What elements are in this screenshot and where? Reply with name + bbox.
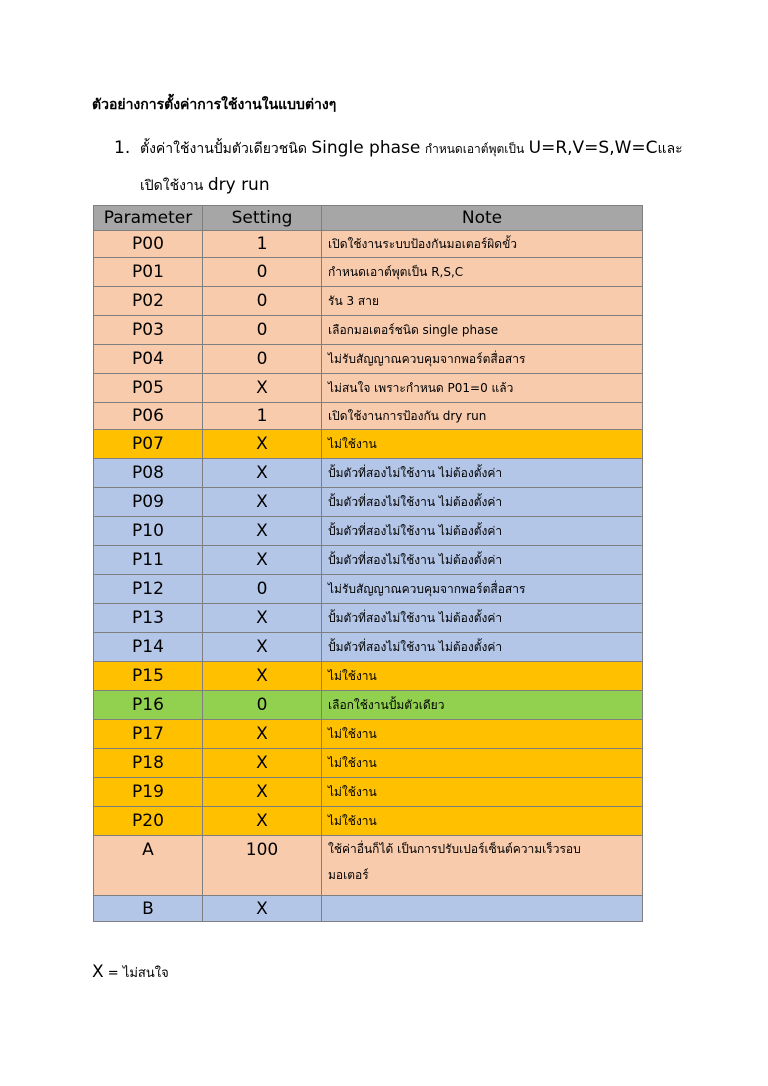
setting-cell: X: [203, 459, 322, 488]
table-row: [94, 633, 643, 662]
param-cell: P13: [94, 604, 203, 633]
setting-cell: X: [203, 604, 322, 633]
table-row: [94, 575, 643, 604]
param-cell: A: [94, 836, 203, 896]
note-cell: ไม่ใช้งาน: [322, 807, 643, 836]
parameter-table: [93, 205, 643, 922]
param-cell: P15: [94, 662, 203, 691]
setting-cell: 0: [203, 575, 322, 604]
note-cell: เปิดใช้งานระบบป้องกันมอเตอร์ผิดขั้ว: [322, 231, 643, 258]
table-row: [94, 316, 643, 345]
header-setting: Setting: [203, 206, 322, 231]
param-cell: P04: [94, 345, 203, 374]
setting-cell: X: [203, 896, 322, 922]
table-row: [94, 287, 643, 316]
param-cell: P11: [94, 546, 203, 575]
setting-cell: X: [203, 374, 322, 403]
header-note: Note: [322, 206, 643, 231]
note-cell: ปั้มตัวที่สองไม่ใช้งาน ไม่ต้องตั้งค่า: [322, 633, 643, 662]
param-cell: P05: [94, 374, 203, 403]
note-cell: ไม่ใช้งาน: [322, 720, 643, 749]
param-cell: P07: [94, 430, 203, 459]
table-row: [94, 896, 643, 922]
setting-cell: X: [203, 633, 322, 662]
param-cell: P00: [94, 231, 203, 258]
text-g: dry run: [207, 175, 270, 195]
footnote-symbol: X: [92, 962, 104, 982]
setting-cell: X: [203, 720, 322, 749]
note-cell: ปั้มตัวที่สองไม่ใช้งาน ไม่ต้องตั้งค่า: [322, 546, 643, 575]
setting-cell: 0: [203, 316, 322, 345]
setting-cell: X: [203, 778, 322, 807]
param-cell: P14: [94, 633, 203, 662]
param-cell: P08: [94, 459, 203, 488]
setting-cell: 0: [203, 691, 322, 720]
setting-cell: 1: [203, 231, 322, 258]
text-f: เปิดใช้งาน: [140, 178, 204, 194]
table-row: [94, 374, 643, 403]
text-c: กำหนดเอาต์พุตเป็น: [424, 142, 525, 156]
header-parameter: Parameter: [94, 206, 203, 231]
note-cell: ปั้มตัวที่สองไม่ใช้งาน ไม่ต้องตั้งค่า: [322, 604, 643, 633]
param-cell: P19: [94, 778, 203, 807]
table-row: [94, 662, 643, 691]
param-cell: P12: [94, 575, 203, 604]
table-row: [94, 430, 643, 459]
setting-cell: 1: [203, 403, 322, 430]
table-row: [94, 836, 643, 896]
param-cell: P02: [94, 287, 203, 316]
param-cell: B: [94, 896, 203, 922]
setting-cell: X: [203, 488, 322, 517]
note-cell: ไม่รับสัญญาณควบคุมจากพอร์ตสื่อสาร: [322, 345, 643, 374]
note-cell: เปิดใช้งานการป้องกัน dry run: [322, 403, 643, 430]
setting-cell: 0: [203, 287, 322, 316]
list-number: 1.: [114, 138, 131, 158]
note-cell: ไม่รับสัญญาณควบคุมจากพอร์ตสื่อสาร: [322, 575, 643, 604]
table-row: [94, 546, 643, 575]
table-row: [94, 488, 643, 517]
text-a: ตั้งค่าใช้งานปั้มตัวเดียวชนิด: [140, 141, 307, 157]
table-row: [94, 749, 643, 778]
setting-cell: 100: [203, 836, 322, 896]
param-cell: P20: [94, 807, 203, 836]
table-row: [94, 258, 643, 287]
setting-cell: X: [203, 749, 322, 778]
note-line-2: มอเตอร์: [328, 868, 369, 882]
table-row: [94, 720, 643, 749]
text-b: Single phase: [311, 138, 421, 158]
setting-cell: X: [203, 517, 322, 546]
table-row: [94, 778, 643, 807]
table-header-row: [94, 206, 643, 231]
note-cell: [322, 896, 643, 922]
table-row: [94, 517, 643, 546]
note-cell: ไม่ใช้งาน: [322, 749, 643, 778]
note-cell: [322, 836, 643, 896]
page-heading: ตัวอย่างการตั้งค่าการใช้งานในแบบต่างๆ: [92, 97, 337, 113]
setting-cell: X: [203, 807, 322, 836]
note-cell: ไม่สนใจ เพราะกำหนด P01=0 แล้ว: [322, 374, 643, 403]
note-cell: ไม่ใช้งาน: [322, 778, 643, 807]
text-d: U=R,V=S,W=C: [528, 138, 658, 158]
table-row: [94, 459, 643, 488]
note-cell: เลือกมอเตอร์ชนิด single phase: [322, 316, 643, 345]
note-cell: รัน 3 สาย: [322, 287, 643, 316]
table-row: [94, 345, 643, 374]
note-line-1: ใช้ค่าอื่นก็ได้ เป็นการปรับเปอร์เซ็นต์ความเร็วรอบ: [328, 842, 581, 856]
table-row: [94, 691, 643, 720]
param-cell: P06: [94, 403, 203, 430]
list-item-text: [140, 130, 700, 204]
note-cell: ปั้มตัวที่สองไม่ใช้งาน ไม่ต้องตั้งค่า: [322, 459, 643, 488]
table-row: [94, 403, 643, 430]
table-row: [94, 604, 643, 633]
param-cell: P10: [94, 517, 203, 546]
setting-cell: X: [203, 430, 322, 459]
setting-cell: X: [203, 662, 322, 691]
note-cell: เลือกใช้งานปั้มตัวเดียว: [322, 691, 643, 720]
table-row: [94, 231, 643, 258]
param-cell: P18: [94, 749, 203, 778]
footnote-text: = ไม่สนใจ: [107, 966, 169, 981]
setting-cell: X: [203, 546, 322, 575]
note-cell: ไม่ใช้งาน: [322, 662, 643, 691]
param-cell: P16: [94, 691, 203, 720]
param-cell: P09: [94, 488, 203, 517]
param-cell: P01: [94, 258, 203, 287]
note-cell: ปั้มตัวที่สองไม่ใช้งาน ไม่ต้องตั้งค่า: [322, 488, 643, 517]
setting-cell: 0: [203, 345, 322, 374]
note-cell: ไม่ใช้งาน: [322, 430, 643, 459]
text-e: และ: [657, 141, 683, 157]
note-cell: กำหนดเอาต์พุตเป็น R,S,C: [322, 258, 643, 287]
table-row: [94, 807, 643, 836]
note-cell: ปั้มตัวที่สองไม่ใช้งาน ไม่ต้องตั้งค่า: [322, 517, 643, 546]
param-cell: P17: [94, 720, 203, 749]
param-cell: P03: [94, 316, 203, 345]
footnote: [92, 962, 169, 983]
setting-cell: 0: [203, 258, 322, 287]
